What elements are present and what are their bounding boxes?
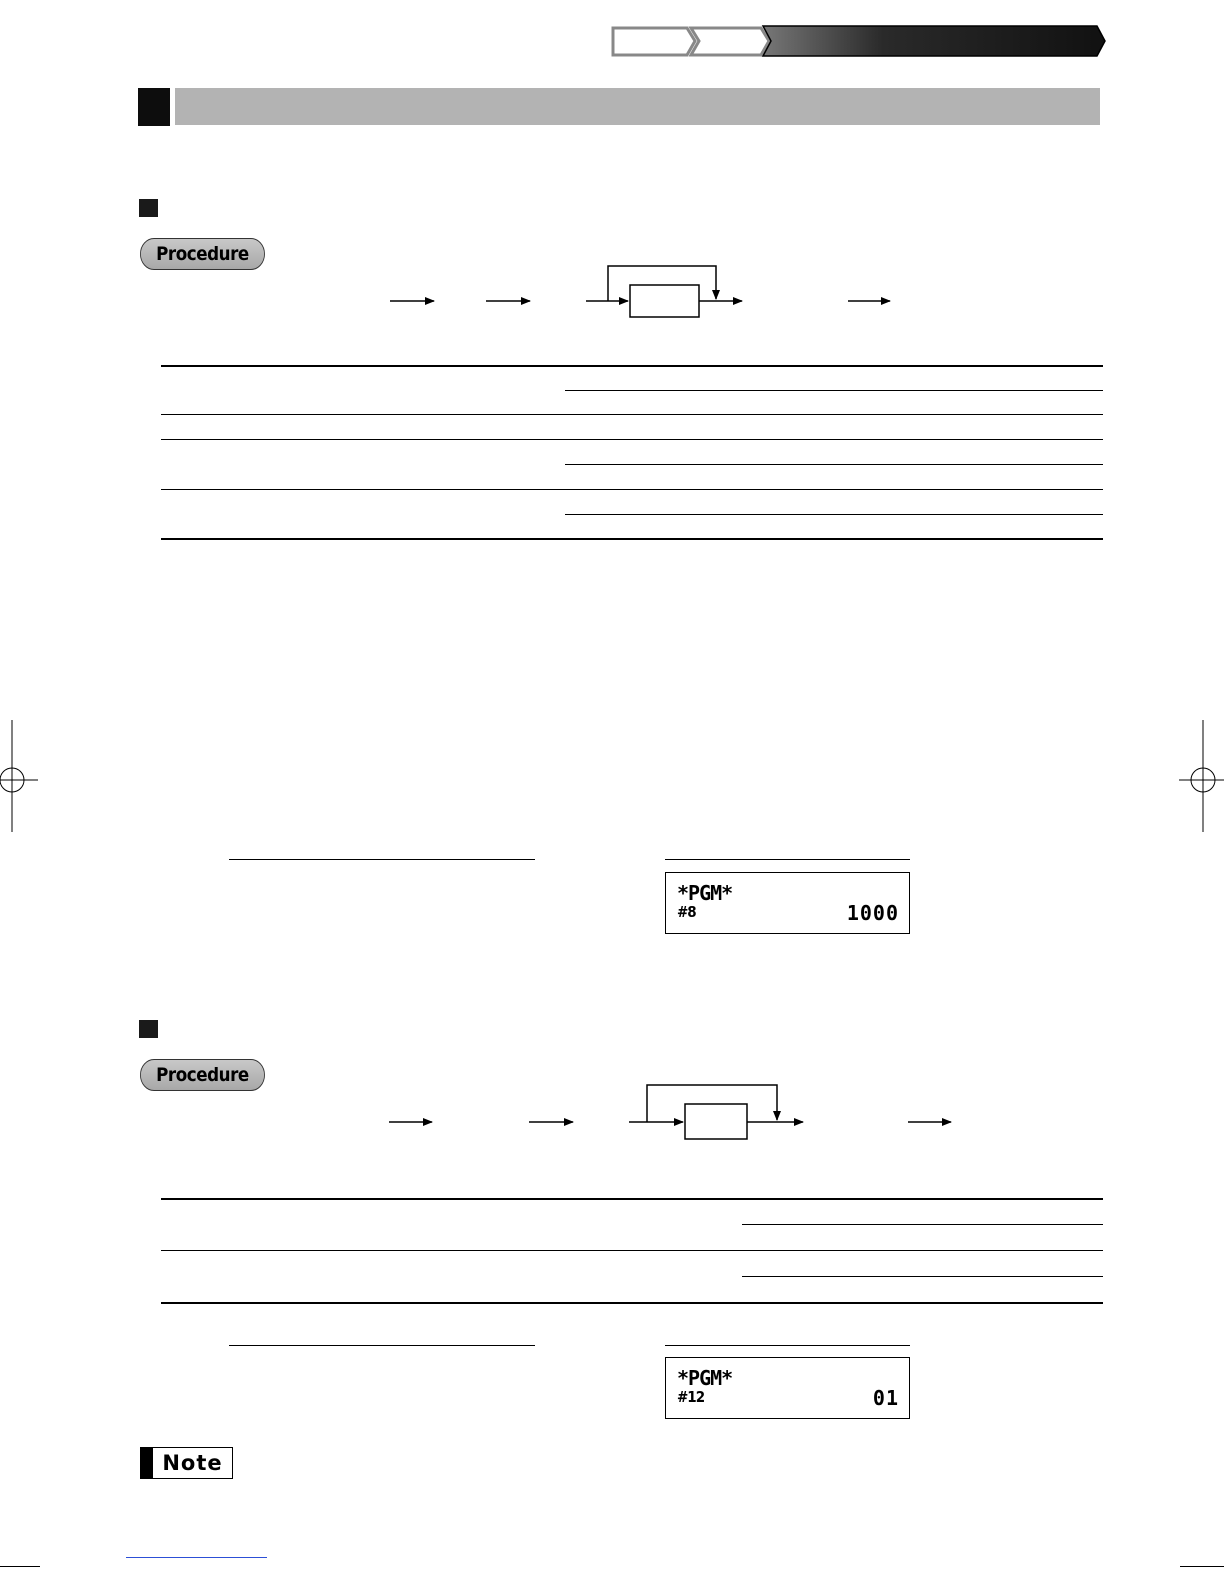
table-2-rule xyxy=(742,1276,1103,1277)
note-badge xyxy=(140,1447,233,1479)
display-2-value: 01 xyxy=(872,1386,899,1410)
tab-step-2 xyxy=(691,28,769,55)
table-2-rule xyxy=(161,1250,1103,1251)
display-2-code: #12 xyxy=(677,1388,705,1406)
key-box xyxy=(630,285,699,317)
display-1-code: #8 xyxy=(677,903,696,921)
note-label: Note xyxy=(162,1451,223,1475)
procedure-label-1: Procedure xyxy=(156,243,249,265)
table-1-rule xyxy=(565,514,1103,515)
procedure-badge-1 xyxy=(140,238,265,270)
section-title-bar xyxy=(175,88,1100,125)
table-1-rule xyxy=(161,439,1103,440)
procedure-flow-1 xyxy=(380,258,920,324)
display-2-line1: *PGM* xyxy=(677,1366,733,1390)
key-box xyxy=(685,1104,747,1139)
example-2-display-rule xyxy=(665,1345,910,1346)
table-2-rule xyxy=(742,1224,1103,1225)
table-1-bottom-rule xyxy=(161,538,1103,540)
procedure-flow-2 xyxy=(380,1078,970,1146)
tab-step-1 xyxy=(613,28,695,55)
display-1-value: 1000 xyxy=(846,901,899,925)
table-1-top-rule xyxy=(161,365,1103,367)
procedure-badge-2 xyxy=(140,1059,265,1091)
display-1-line1: *PGM* xyxy=(677,881,733,905)
display-window-2 xyxy=(665,1357,910,1419)
table-1-rule xyxy=(161,489,1103,490)
crop-mark xyxy=(0,1566,40,1567)
example-1-key-rule xyxy=(229,859,535,860)
registration-mark-left xyxy=(0,720,40,835)
display-window-1 xyxy=(665,872,910,934)
table-1-rule xyxy=(565,464,1103,465)
table-1-rule xyxy=(565,390,1103,391)
note-bar xyxy=(141,1448,153,1478)
footer-rule xyxy=(126,1557,267,1558)
tab-step-current xyxy=(763,26,1105,56)
subsection-1-bullet xyxy=(139,199,158,217)
section-marker xyxy=(138,88,170,126)
table-1-rule xyxy=(161,414,1103,415)
subsection-2-bullet xyxy=(139,1020,158,1038)
crop-mark xyxy=(1180,1566,1224,1567)
table-2-bottom-rule xyxy=(161,1302,1103,1304)
table-2-top-rule xyxy=(161,1198,1103,1200)
procedure-label-2: Procedure xyxy=(156,1064,249,1086)
section-tab-bar xyxy=(611,25,1107,57)
registration-mark-right xyxy=(1176,720,1224,835)
example-2-key-rule xyxy=(229,1345,535,1346)
example-1-display-rule xyxy=(665,859,910,860)
